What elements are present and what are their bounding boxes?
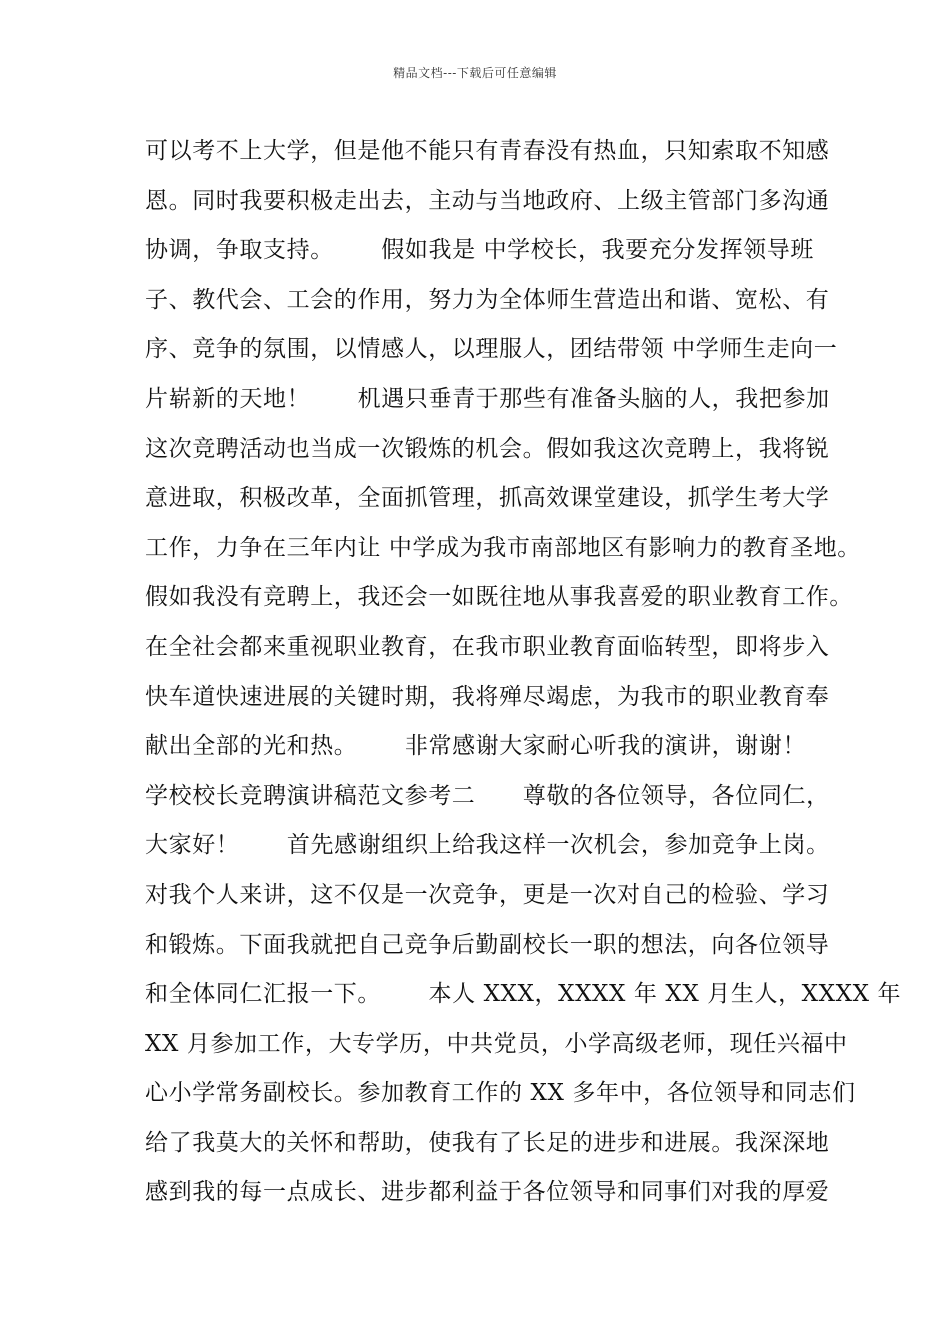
text-line: 大家好！ 首先感谢组织上给我这样一次机会，参加竞争上岗。	[145, 832, 830, 859]
text-line: 协调，争取支持。 假如我是 中学校长，我要充分发挥领导班	[145, 237, 814, 264]
text-line: 和锻炼。下面我就把自己竞争后勤副校长一职的想法，向各位领导	[145, 931, 830, 958]
text-line: 和全体同仁汇报一下。 本人 XXX，XXXX 年 XX 月生人，XXXX 年	[145, 981, 902, 1008]
text-line: 在全社会都来重视职业教育，在我市职业教育面临转型，即将步入	[145, 633, 830, 660]
text-line: 子、教代会、工会的作用，努力为全体师生营造出和谐、宽松、有	[145, 286, 830, 313]
text-line: 序、竞争的氛围，以情感人，以理服人，团结带领 中学师生走向一	[145, 336, 838, 363]
text-line: 给了我莫大的关怀和帮助，使我有了长足的进步和进展。我深深地	[145, 1129, 830, 1156]
document-body	[145, 130, 902, 1221]
text-line: 感到我的每一点成长、进步都利益于各位领导和同事们对我的厚爱	[145, 1179, 830, 1206]
text-line: 假如我没有竞聘上，我还会一如既往地从事我喜爱的职业教育工作。	[145, 584, 853, 611]
text-line: 意进取，积极改革，全面抓管理，抓高效课堂建设，抓学生考大学	[145, 485, 830, 512]
text-line: 工作，力争在三年内让 中学成为我市南部地区有影响力的教育圣地。	[145, 534, 861, 561]
text-line: 可以考不上大学，但是他不能只有青春没有热血，只知索取不知感	[145, 138, 830, 164]
text-line: 学校校长竞聘演讲稿范文参考二 尊敬的各位领导，各位同仁，	[145, 782, 830, 809]
text-line: 快车道快速进展的关键时期，我将殚尽竭虑，为我市的职业教育奉	[145, 683, 830, 710]
text-line: 心小学常务副校长。参加教育工作的 XX 多年中，各位领导和同志们	[145, 1080, 856, 1107]
page-header: 精品文档---下载后可任意编辑	[393, 66, 557, 80]
text-line: 献出全部的光和热。 非常感谢大家耐心听我的演讲，谢谢！	[145, 733, 807, 760]
text-line: 片崭新的天地！ 机遇只垂青于那些有准备头脑的人，我把参加	[145, 385, 830, 412]
text-line: 恩。同时我要积极走出去，主动与当地政府、上级主管部门多沟通	[145, 187, 830, 214]
text-line: 这次竞聘活动也当成一次锻炼的机会。假如我这次竞聘上，我将锐	[145, 435, 830, 462]
text-line: XX 月参加工作，大专学历，中共党员，小学高级老师，现任兴福中	[145, 1030, 848, 1057]
text-line: 对我个人来讲，这不仅是一次竞争，更是一次对自己的检验、学习	[145, 881, 830, 908]
